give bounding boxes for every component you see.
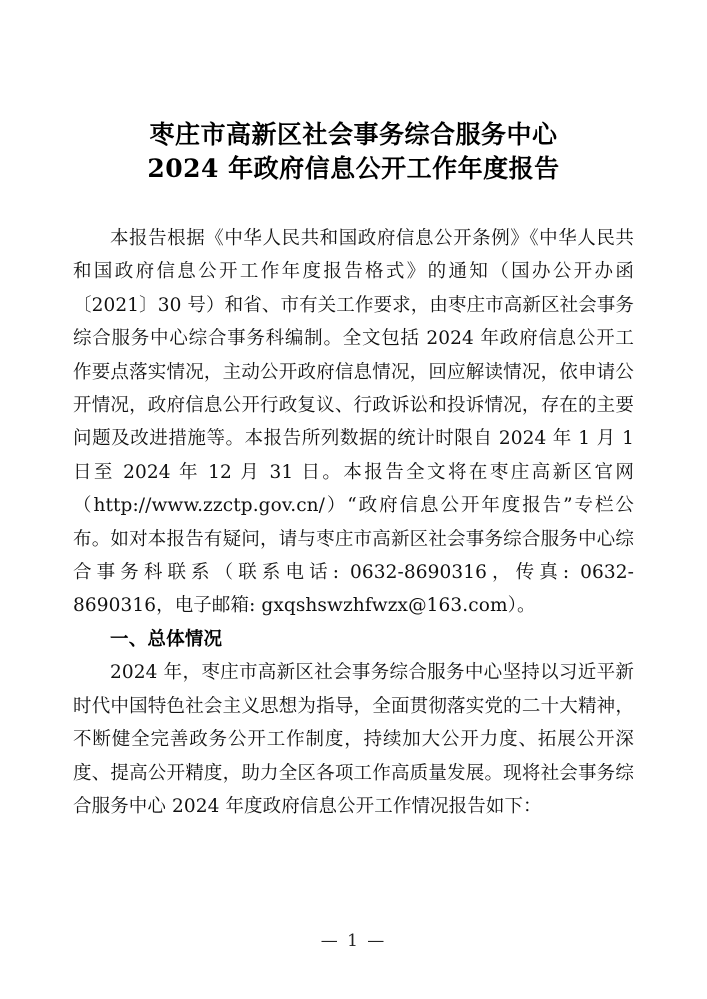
intro-paragraph: 本报告根据《中华人民共和国政府信息公开条例》《中华人民共和国政府信息公开工作年度报告格式》的通知（国办公开办函〔2021〕30 号）和省、市有关工作要求，由枣庄市高新区社会事务综合服务中心综合事务科编制。全文包括 2024 年政府信息公开工作要点落实情况，主动公开政府信息情况，回应解读情况，依申请公开情况，政府信息公开行政复议、行政诉讼和投诉情况，存在的主要问题及改进措施等。本报告所列数据的统计时限自 2024 年 1 月 1 日至 2024 年 12 月 31 日。本报告全文将在枣庄高新区官网（http://www.zzctp.gov.cn/）“政府信息公开年度报告”专栏公布。如对本报告有疑问，请与枣庄市高新区社会事务综合服务中心综合事务科联系（联系电话: 0632-8690316，传真: 0632-8690316，电子邮箱: gxqshswzhfwzx@163.com）。 bbox=[73, 228, 634, 617]
section-heading-overview: 一、总体情况 bbox=[110, 628, 223, 650]
document-body bbox=[73, 222, 634, 823]
page-number-footer: — 1 — bbox=[320, 931, 387, 951]
page-title bbox=[0, 118, 707, 186]
page-title-line-1: 枣庄市高新区社会事务综合服务中心 bbox=[149, 120, 558, 149]
overview-paragraph: 2024 年，枣庄市高新区社会事务综合服务中心坚持以习近平新时代中国特色社会主义思想为指导，全面贯彻落实党的二十大精神，不断健全完善政务公开工作制度，持续加大公开力度、拓展公开深度、提高公开精度，助力全区各项工作高质量发展。现将社会事务综合服务中心 2024 年度政府信息公开工作情况报告如下： bbox=[73, 662, 634, 817]
page-title-line-2: 2024 年政府信息公开工作年度报告 bbox=[147, 154, 560, 183]
